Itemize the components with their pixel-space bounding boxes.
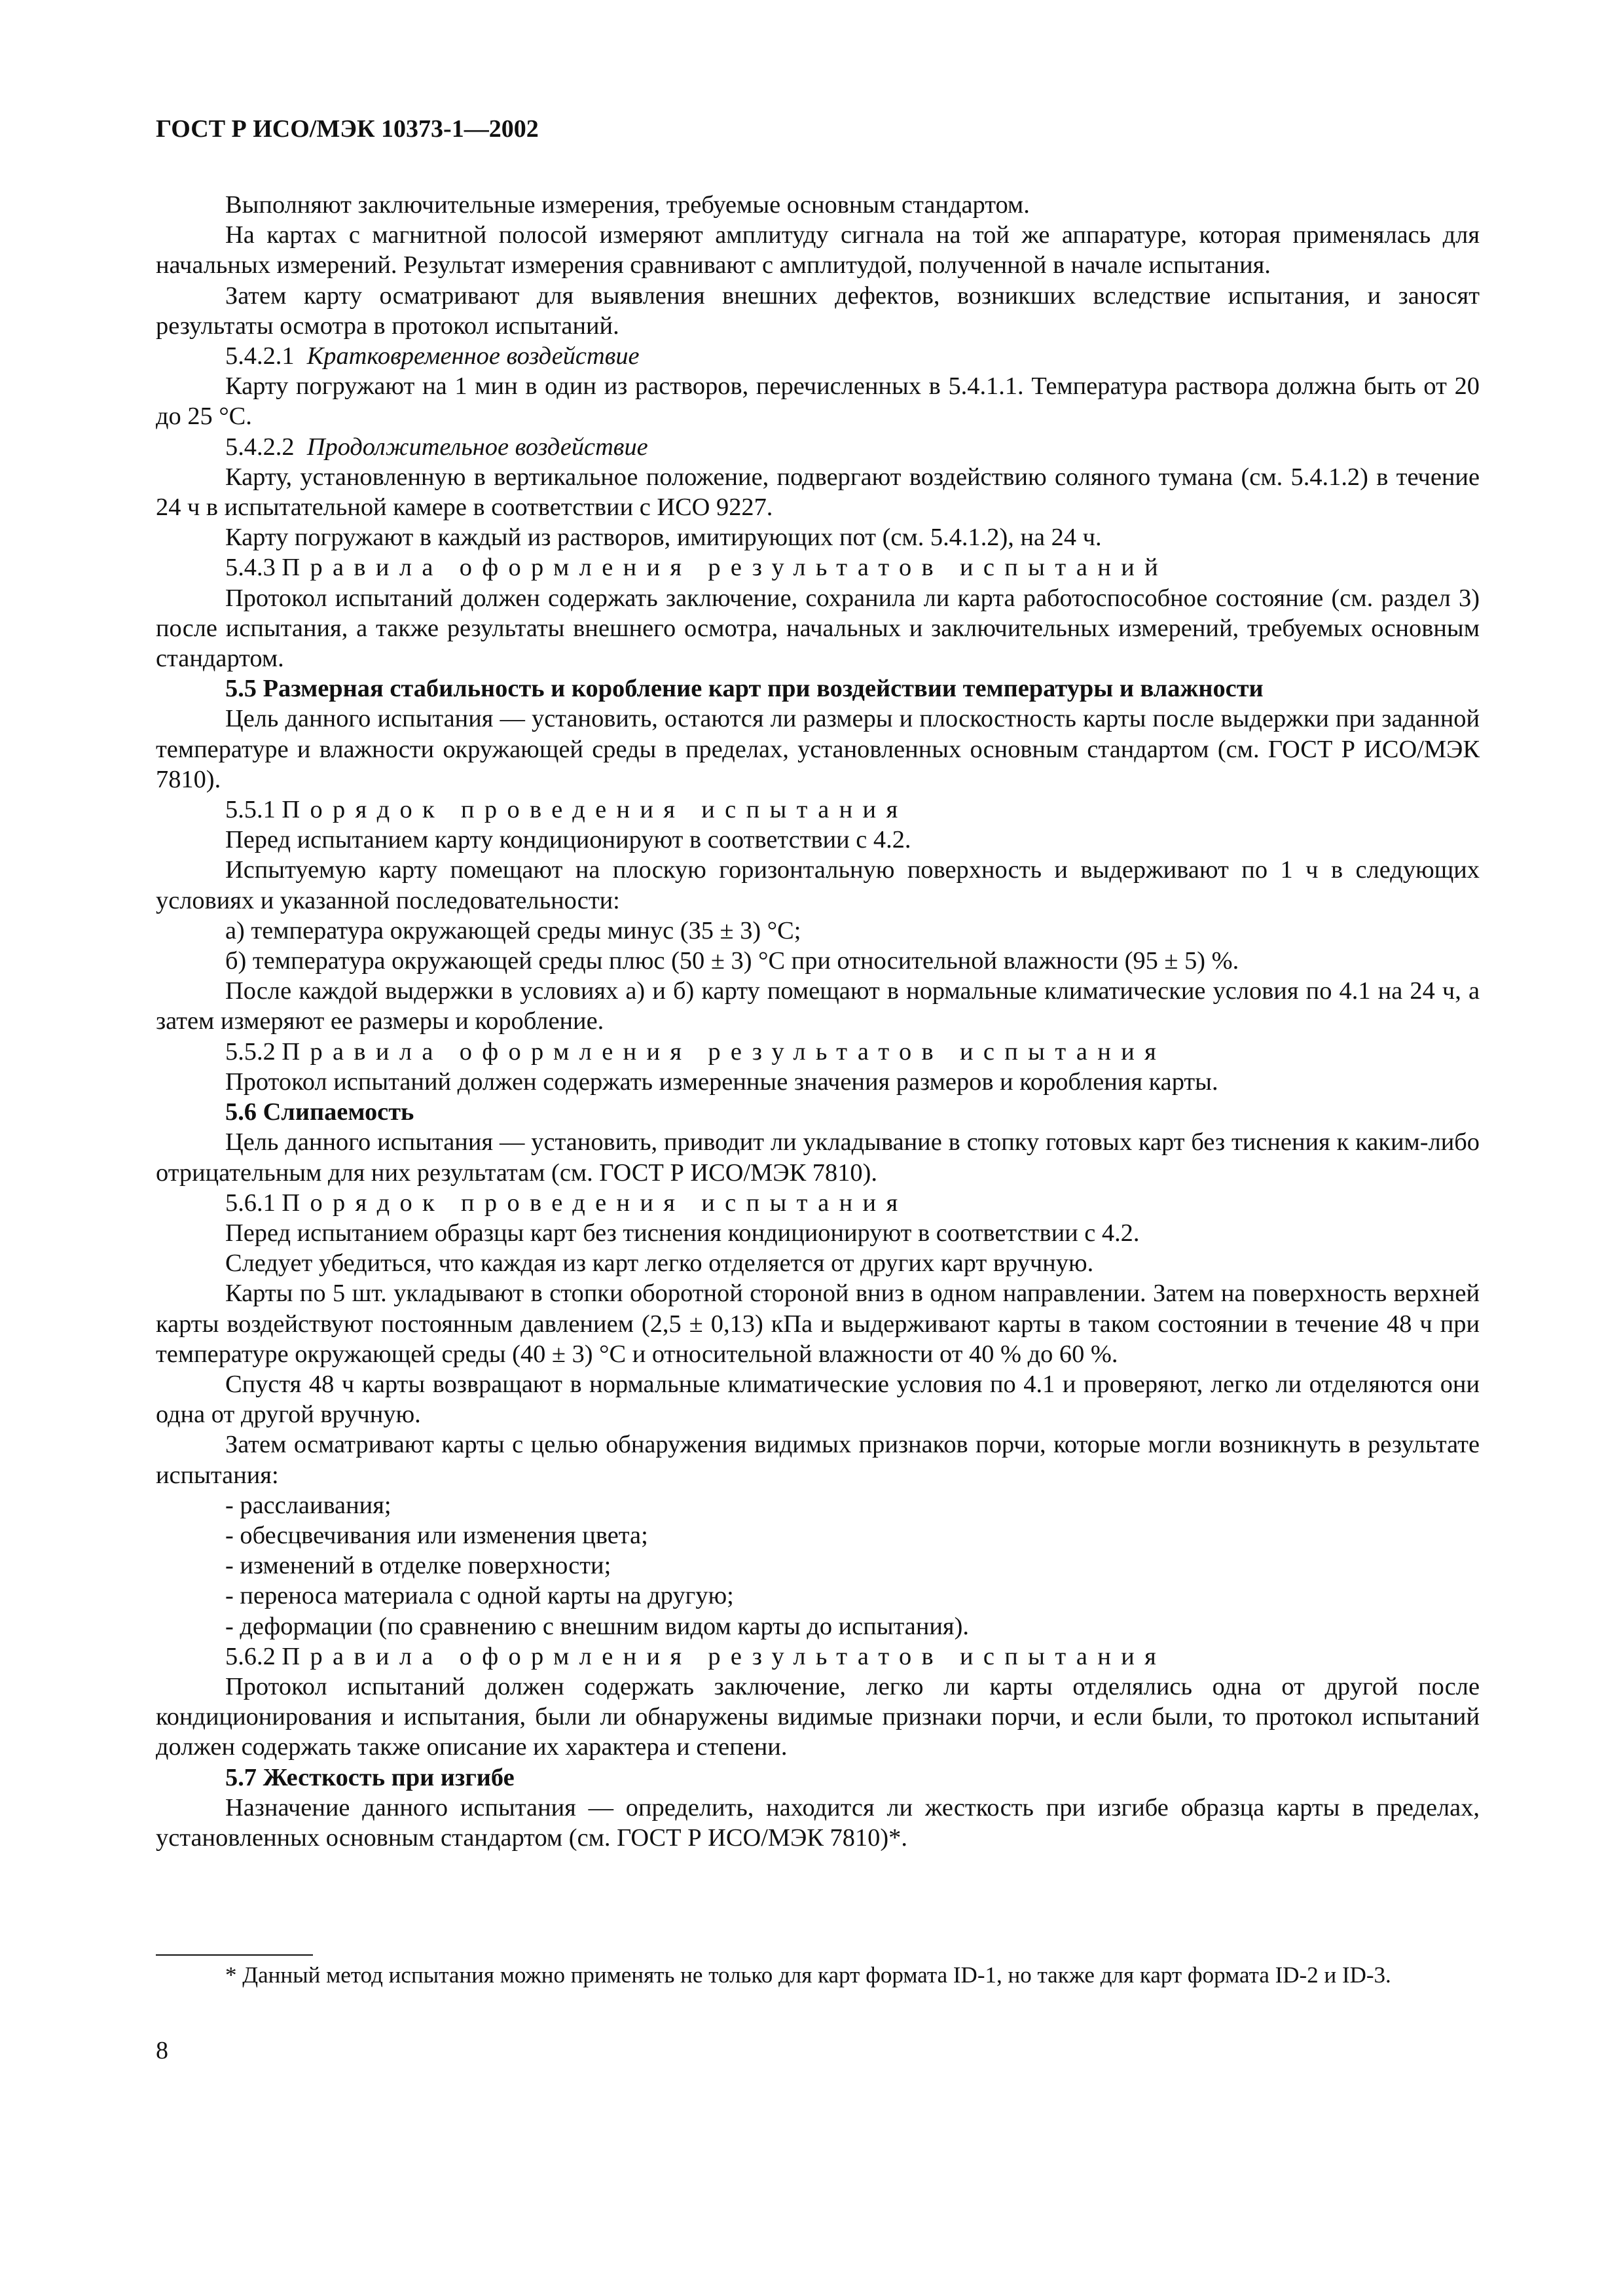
section-number: 5.5.1 <box>225 796 276 824</box>
section-heading-5-5: 5.5 Размерная стабильность и коробление карт при воздействии температуры и влажности <box>225 675 1264 703</box>
paragraph: Протокол испытаний должен содержать заключение, сохранила ли карта работоспособное состояние (см. раздел 3) после испытания, а также результаты внешнего осмотра, начальных и заключительных измерений, требуемых основным стандартом. <box>156 584 1480 673</box>
footnote: * Данный метод испытания можно применять не только для карт формата ID-1, но также для карт формата ID-2 и ID-3. <box>225 1962 1391 1988</box>
section-heading-5-4-3 <box>156 552 1480 583</box>
document-header: ГОСТ Р ИСО/МЭК 10373-1—2002 <box>156 115 539 143</box>
section-heading-5-5-2 <box>156 1037 1480 1067</box>
paragraph: На картах с магнитной полосой измеряют амплитуду сигнала на той же аппаратуре, которая применялась для начальных измерений. Результат измерения сравнивают с амплитудой, полученной в начале испытания. <box>156 221 1480 279</box>
list-item: - переноса материала с одной карты на другую; <box>225 1582 734 1610</box>
paragraph: Спустя 48 ч карты возвращают в нормальные климатические условия по 4.1 и проверяют, легко ли отделяются они одна от другой вручную. <box>156 1370 1480 1429</box>
paragraph: Испытуемую карту помещают на плоскую горизонтальную поверхность и выдерживают по 1 ч в следующих условиях и указанной последовательности: <box>156 856 1480 914</box>
section-heading-5-6: 5.6 Слипаемость <box>225 1098 414 1126</box>
section-number: 5.6.1 <box>225 1189 276 1217</box>
section-heading-5-4-2-2 <box>156 432 1480 462</box>
paragraph: Протокол испытаний должен содержать измеренные значения размеров и коробления карты. <box>225 1067 1218 1096</box>
footnote-divider <box>156 1954 313 1956</box>
paragraph: Карту, установленную в вертикальное положение, подвергают воздействию соляного тумана (см. 5.4.1.2) в течение 24 ч в испытательной камере в соответствии с ИСО 9227. <box>156 463 1480 522</box>
paragraph: Протокол испытаний должен содержать заключение, легко ли карты отделялись одна от другой после кондиционирования и испытания, были ли обнаружены видимые признаки порчи, и если были, то протокол испытаний должен содержать также описание их характера и степени. <box>156 1672 1480 1761</box>
section-title: Правила оформления результатов испытания <box>282 1037 1167 1066</box>
section-heading-5-7: 5.7 Жесткость при изгибе <box>225 1763 515 1791</box>
document-body <box>156 190 1480 1853</box>
paragraph: Затем карту осматривают для выявления внешних дефектов, возникших вследствие испытания, и заносят результаты осмотра в протокол испытаний. <box>156 281 1480 340</box>
section-title: Кратковременное воздействие <box>306 342 640 370</box>
section-heading-5-6-1 <box>156 1188 1480 1218</box>
paragraph: Перед испытанием карту кондиционируют в соответствии с 4.2. <box>225 826 911 854</box>
section-heading-5-4-2-1 <box>156 341 1480 371</box>
list-item: - расслаивания; <box>225 1491 392 1519</box>
paragraph: Карту погружают на 1 мин в один из растворов, перечисленных в 5.4.1.1. Температура раствора должна быть от 20 до 25 °С. <box>156 372 1480 431</box>
paragraph: Цель данного испытания — установить, приводит ли укладывание в стопку готовых карт без тиснения к каким-либо отрицательным для них результатам (см. ГОСТ Р ИСО/МЭК 7810). <box>156 1128 1480 1187</box>
list-item: - изменений в отделке поверхности; <box>225 1552 611 1580</box>
paragraph: Назначение данного испытания — определить, находится ли жесткость при изгибе образца карты в пределах, установленных основным стандартом (см. ГОСТ Р ИСО/МЭК 7810)*. <box>156 1793 1480 1852</box>
paragraph: Карты по 5 шт. укладывают в стопки оборотной стороной вниз в одном направлении. Затем на поверхность верхней карты воздействуют постоянным давлением (2,5 ± 0,13) кПа и выдерживают карты в таком состоянии в течение 48 ч при температуре окружающей среды (40 ± 3) °С и относительной влажности от 40 % до 60 %. <box>156 1280 1480 1368</box>
list-item: а) температура окружающей среды минус (35 ± 3) °С; <box>225 916 801 944</box>
paragraph: Перед испытанием образцы карт без тиснения кондиционируют в соответствии с 4.2. <box>225 1219 1140 1247</box>
paragraph: Следует убедиться, что каждая из карт легко отделяется от других карт вручную. <box>225 1249 1094 1278</box>
page-number: 8 <box>156 2037 168 2064</box>
paragraph: Затем осматривают карты с целью обнаружения видимых признаков порчи, которые могли возникнуть в результате испытания: <box>156 1431 1480 1489</box>
section-number: 5.4.3 <box>225 554 276 582</box>
section-heading-5-6-2 <box>156 1641 1480 1672</box>
section-title: Продолжительное воздействие <box>306 433 648 461</box>
paragraph: Цель данного испытания — установить, остаются ли размеры и плоскостность карты после выдержки при заданной температуре и влажности окружающей среды в пределах, установленных основным стандартом (см. ГОСТ Р ИСО/МЭК 7810). <box>156 705 1480 793</box>
section-number: 5.4.2.2 <box>225 433 295 461</box>
section-title: Правила оформления результатов испытаний <box>282 554 1169 582</box>
section-heading-5-5-1 <box>156 795 1480 825</box>
list-item: - обесцвечивания или изменения цвета; <box>225 1521 648 1549</box>
section-number: 5.4.2.1 <box>225 342 295 370</box>
list-item: б) температура окружающей среды плюс (50 ± 3) °С при относительной влажности (95 ± 5) %. <box>225 947 1239 975</box>
paragraph: Выполняют заключительные измерения, требуемые основным стандартом. <box>225 191 1030 219</box>
paragraph: После каждой выдержки в условиях а) и б) карту помещают в нормальные климатические условия по 4.1 на 24 ч, а затем измеряют ее размеры и коробление. <box>156 977 1480 1035</box>
paragraph: Карту погружают в каждый из растворов, имитирующих пот (см. 5.4.1.2), на 24 ч. <box>225 524 1102 552</box>
list-item: - деформации (по сравнению с внешним видом карты до испытания). <box>225 1612 969 1640</box>
section-title: Порядок проведения испытания <box>282 796 908 824</box>
section-number: 5.6.2 <box>225 1642 276 1670</box>
section-number: 5.5.2 <box>225 1037 276 1066</box>
section-title: Правила оформления результатов испытания <box>282 1642 1167 1670</box>
section-title: Порядок проведения испытания <box>282 1189 908 1217</box>
